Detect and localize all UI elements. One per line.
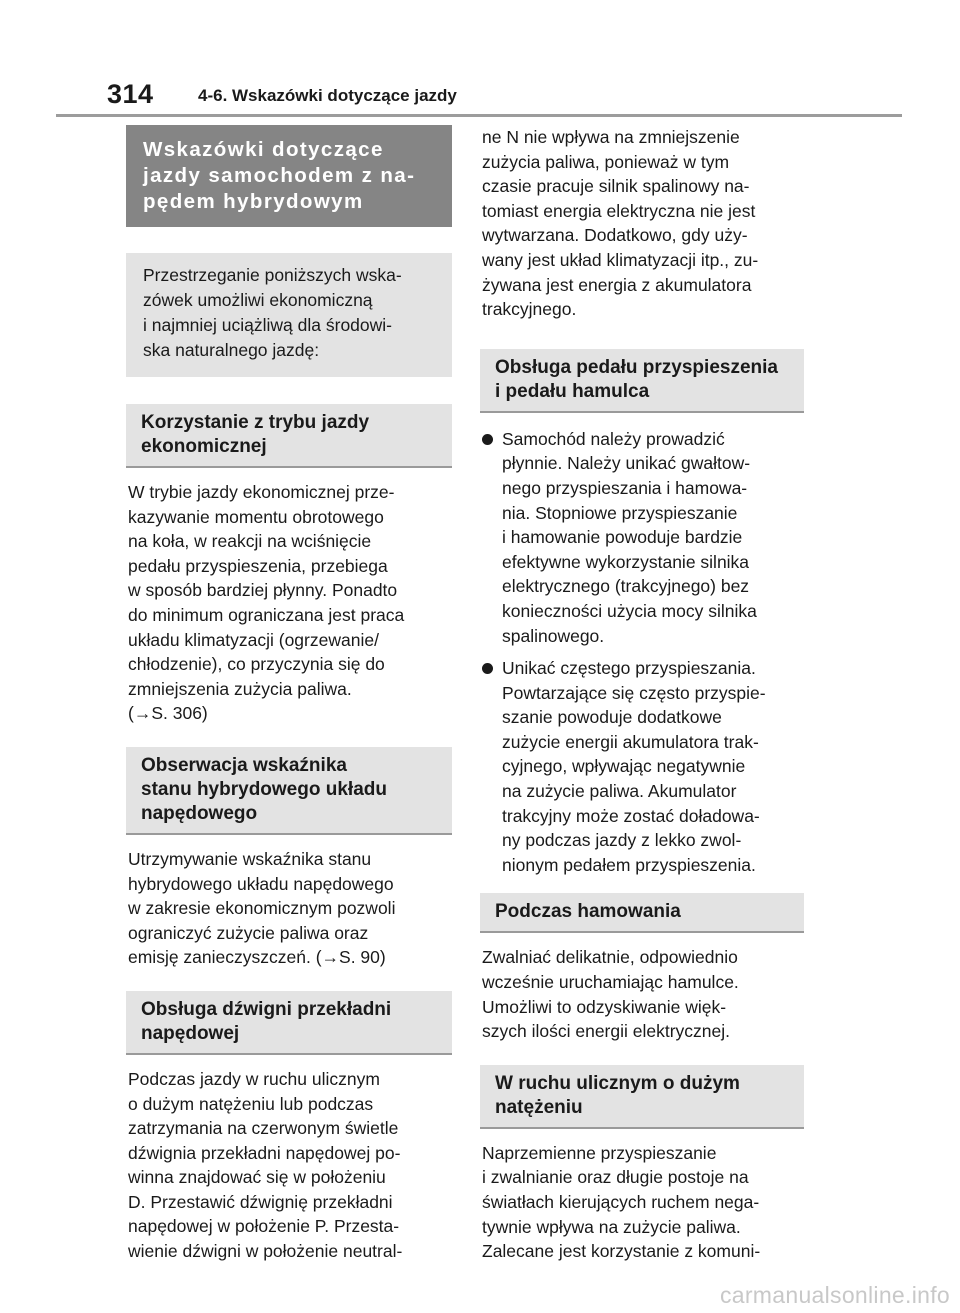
bullet-text: Unikać częstego przyspieszania. Powtarzające się często przyspie- szanie powoduje dodatkowe zużycie energii akumulatora trak- cyjnego, wpływając negatywnie na zużycie paliwa. Akumulator trakcyjny może zostać doładowa- ny podczas jazdy z lekko zwol- nionym pedałem przyspieszenia. [502,658,766,875]
left-column [126,125,452,1285]
heading-braking: Podczas hamowania [480,893,804,933]
section-title: 4-6. Wskazówki dotyczące jazdy [198,86,457,105]
header-divider [56,114,902,117]
paragraph-continuation: ne N nie wpływa na zmniejszenie zużycia paliwa, ponieważ w tym czasie pracuje silnik spalinowy na- tomiast energia elektryczna nie jest wytwarzana. Dodatkowo, gdy uży- wany jest układ klimatyzacji itp., zu- żywana jest energia z akumulatora trakcyjnego. [482,127,759,320]
page-number: 314 [107,79,154,109]
main-heading: Wskazówki dotyczące jazdy samochodem z na- pędem hybrydowym [126,125,452,227]
bullet-text: Samochód należy prowadzić płynnie. Należy unikać gwałtow- nego przyspieszania i hamowa- nia. Stopniowe przyspieszanie i hamowanie powoduje bardzie efektywne wykorzystanie silnika elektrycznego (trakcyjnego) bez konieczności użycia mocy silnika spalinowego. [502,428,757,646]
bullet-item [482,427,804,648]
paragraph-heavy-traffic: Naprzemienne przyspieszanie i zwalnianie oraz długie postoje na światłach kierujących ruchem nega- tywnie wpływa na zużycie paliwa. Zalecane jest korzystanie z komuni- [482,1142,761,1262]
heading-shift-lever: Obsługa dźwigni przekładni napędowej [126,991,452,1055]
heading-eco-mode: Korzystanie z trybu jazdy ekonomicznej [126,404,452,468]
paragraph-shift-lever: Podczas jazdy w ruchu ulicznym o dużym natężeniu lub podczas zatrzymania na czerwonym świetle dźwignia przekładni napędowej po- winna znajdować się w położeniu D. Przestawić dźwignię przekładni napędowej w położenie P. Przesta- wienie dźwigni w położenie neutral- [128,1068,403,1262]
paragraph-eco-mode: W trybie jazdy ekonomicznej prze- kazywanie momentu obrotowego na koła, w reakcji na wciśnięcie pedału przyspieszenia, przebiega w sposób bardziej płynny. Ponadto do minimum ograniczana jest praca układu klimatyzacji (ogrzewanie/ chłodzenie), co przyczynia się do zmniejszenia zużycia paliwa. (→S. 306) [128,482,405,724]
bullet-list-pedals [482,427,804,878]
right-column [480,125,804,1285]
bullet-dot-icon [482,663,493,674]
intro-box: Przestrzeganie poniższych wska- zówek umożliwi ekonomiczną i najmniej uciążliwą dla środowi- ska naturalnego jazdę: [126,253,452,377]
heading-hybrid-indicator: Obserwacja wskaźnika stanu hybrydowego układu napędowego [126,747,452,835]
heading-pedals: Obsługa pedału przyspieszenia i pedału hamulca [480,349,804,413]
watermark: carmanualsonline.info [719,1282,950,1308]
bullet-dot-icon [482,434,493,445]
bullet-item [482,656,804,877]
paragraph-hybrid-indicator: Utrzymywanie wskaźnika stanu hybrydowego układu napędowego w zakresie ekonomicznym pozwoli ograniczyć zużycie paliwa oraz emisję zanieczyszczeń. (→S. 90) [128,848,396,968]
paragraph-braking: Zwalniać delikatnie, odpowiednio wcześnie uruchamiając hamulce. Umożliwi to odzyskiwanie więk- szych ilości energii elektrycznej. [482,947,739,1042]
heading-heavy-traffic: W ruchu ulicznym o dużym natężeniu [480,1065,804,1129]
